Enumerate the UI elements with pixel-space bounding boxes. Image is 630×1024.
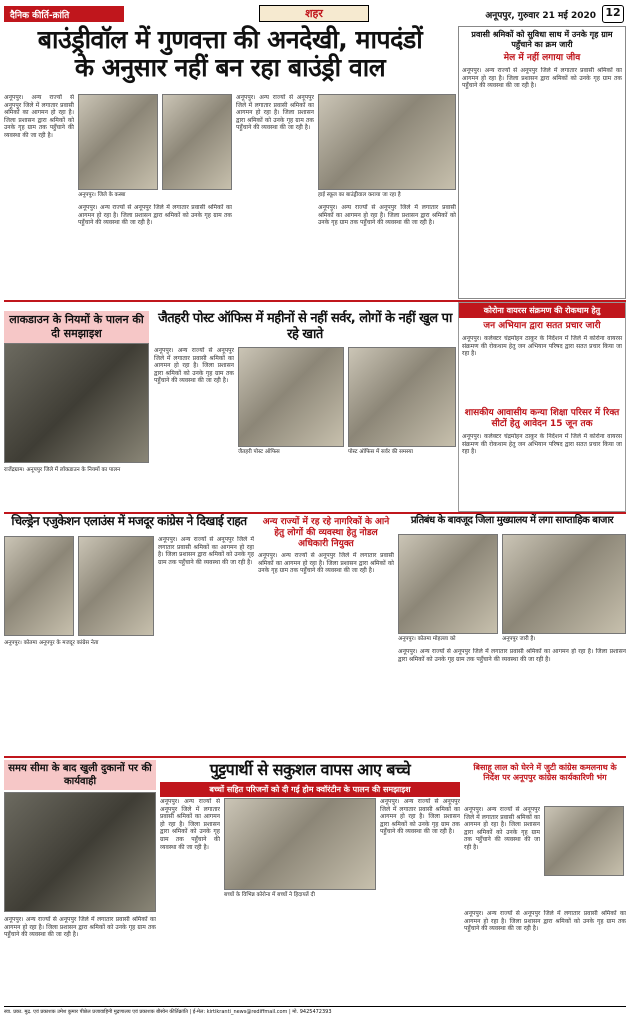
timelimit-headline: समय सीमा के बाद खुली दुकानों पर की कार्यवाही — [4, 760, 156, 790]
lead-text-col2: अनूपपुर। अन्य राज्यों से अनूपपुर जिले में लगातार प्रवासी श्रमिकों का आगमन हो रहा है। जिला प्रशासन द्वारा श्रमिकों को उनके गृह ग्राम तक पहुँचाने की व्यवस्था की जा रही है। — [236, 94, 314, 132]
market-photo-2 — [502, 534, 626, 634]
market-text: अनूपपुर। अन्य राज्यों से अनूपपुर जिले में लगातार प्रवासी श्रमिकों का आगमन हो रहा है। जिला प्रशासन द्वारा श्रमिकों को उनके गृह ग्राम तक पहुँचाने की व्यवस्था की जा रही है। — [398, 648, 626, 663]
market-photo-1 — [398, 534, 498, 634]
lead-headline — [4, 26, 456, 82]
jaitahari-photo-1 — [238, 347, 344, 447]
footer-imprint: स्वा. प्रका. मुद्र. एवं प्रकाशक उमेश कुमार पीछेल प्रजावाहिनी मुद्रणालय एवं प्रकाशक बीस्वेन कीर्तिक्रांति | ई-मेल: kirtikranti_news@rediffmail.com | मो. 9425472393 — [4, 1006, 626, 1020]
sidebar-title: प्रवासी श्रमिकों को सुविधा साथ में उनके गृह ग्राम पहुँचाने का क्रम जारी — [471, 30, 613, 49]
section-divider — [4, 756, 626, 758]
market-headline: प्रतिबंध के बावजूद जिला मुख्यालय में लगा साप्ताहिक बाजार — [410, 515, 614, 526]
bisahu-headline: बिसाहू लाल को घेरने में जुटी कांग्रेस कमलनाथ के निर्देश पर अनूपपुर कांग्रेस कार्यकारिणी भंग — [473, 763, 617, 782]
puttaparthi-subhead: बच्चों सहित परिजनों को दी गई होम क्वॉरंटीन के पालन की समझाइश — [160, 782, 460, 797]
row2-stories — [4, 311, 456, 511]
market-caption-1: अनूपपुर। कोतमा मोहल्ला को — [398, 636, 456, 642]
row3-stories — [4, 514, 626, 754]
congress-caption: अनूपपुर। कोतमा अनूपपुर के मजदूर कांग्रेस नेता — [4, 640, 99, 646]
row4-stories — [4, 760, 626, 1004]
corona-subhead: जन अभियान द्वारा सतत प्रचार जारी — [483, 321, 601, 331]
puttaparthi-text: अनूपपुर। अन्य राज्यों से अनूपपुर जिले में लगातार प्रवासी श्रमिकों का आगमन हो रहा है। जिला प्रशासन द्वारा श्रमिकों को उनके गृह ग्राम तक पहुँचाने की व्यवस्था की जा रही है। — [160, 798, 220, 851]
corona-headline: कोरोना वायरस संक्रमण की रोकथाम हेतु — [459, 303, 625, 318]
sidebar-migrants — [458, 26, 626, 299]
puttaparthi-photo — [224, 798, 376, 890]
timelimit-photo — [4, 792, 156, 912]
page-number: 12 — [602, 5, 624, 23]
bisahu-text-2: अनूपपुर। अन्य राज्यों से अनूपपुर जिले में लगातार प्रवासी श्रमिकों का आगमन हो रहा है। जिला प्रशासन द्वारा श्रमिकों को उनके गृह ग्राम तक पहुँचाने की व्यवस्था की जा रही है। — [464, 910, 626, 933]
lead-photo-1 — [78, 94, 158, 190]
congress-text: अनूपपुर। अन्य राज्यों से अनूपपुर जिले में लगातार प्रवासी श्रमिकों का आगमन हो रहा है। जिला प्रशासन द्वारा श्रमिकों को उनके गृह ग्राम तक पहुँचाने की व्यवस्था की जा रही है। — [158, 536, 254, 566]
section-label: शहर — [259, 5, 369, 22]
timelimit-text: अनूपपुर। अन्य राज्यों से अनूपपुर जिले में लगातार प्रवासी श्रमिकों का आगमन हो रहा है। जिला प्रशासन द्वारा श्रमिकों को उनके गृह ग्राम तक पहुँचाने की व्यवस्था की जा रही है। — [4, 916, 156, 939]
hostel-subhead: शासकीय आवासीय कन्या शिक्षा परिसर में रिक्त सीटों हेतु आवेदन 15 जून तक — [464, 408, 620, 429]
jaitahari-headline: जैतहरी पोस्ट ऑफिस में महीनों से नहीं सर्वर, लोगों के नहीं खुल पा रहे खाते — [158, 311, 452, 342]
congress-headline: चिल्ड्रेन एजुकेशन एलाउंस में मजदूर कांग्रेस ने दिखाई राहत — [11, 514, 247, 528]
lead-caption-1: अनूपपुर। जिले के कस्बा — [78, 192, 126, 198]
lead-columns — [4, 94, 456, 319]
hostel-text: अनूपपुर। कलेक्टर चंद्रमोहन ठाकुर के निर्देशन में जिले में कोरोना वायरस संक्रमण की रोकथाम हेतु जन अभियान परिषद द्वारा सतत प्रचार किया जा रहा है। — [462, 433, 622, 456]
lead-caption-2: हाई स्कूल का बाउंड्रीवाल कराया जा रहा है — [318, 192, 401, 198]
edition-date: अनूपपुर, गुरुवार 21 मई 2020 — [485, 11, 596, 21]
corona-text: अनूपपुर। कलेक्टर चंद्रमोहन ठाकुर के निर्देशन में जिले में कोरोना वायरस संक्रमण की रोकथाम हेतु जन अभियान परिषद द्वारा सतत प्रचार किया जा रहा है। — [462, 335, 622, 358]
lockdown-headline: लाकडाउन के नियमों के पालन की दी समझाइश — [4, 311, 149, 343]
bisahu-text: अनूपपुर। अन्य राज्यों से अनूपपुर जिले में लगातार प्रवासी श्रमिकों का आगमन हो रहा है। जिला प्रशासन द्वारा श्रमिकों को उनके गृह ग्राम तक पहुँचाने की व्यवस्था की जा रही है। — [464, 806, 540, 851]
masthead — [4, 4, 626, 24]
market-caption-2: अनूपपुर जारी है। — [502, 636, 536, 642]
nodal-text: अनूपपुर। अन्य राज्यों से अनूपपुर जिले में लगातार प्रवासी श्रमिकों का आगमन हो रहा है। जिला प्रशासन द्वारा श्रमिकों को उनके गृह ग्राम तक पहुँचाने की व्यवस्था की जा रही है। — [258, 552, 394, 575]
bisahu-photo — [544, 806, 624, 876]
lead-headline-line1: बाउंड्रीवॉल में गुणवत्ता की अनदेखी, मापदंडों — [37, 25, 423, 54]
jaitahari-photo-2 — [348, 347, 456, 447]
lead-photo-2 — [162, 94, 232, 190]
sidebar-subhead: मेल में नहीं लगाया जीव — [503, 53, 581, 63]
puttaparthi-headline: पुट्टपार्थी से सकुशल वापस आए बच्चे — [209, 760, 411, 779]
puttaparthi-text-2: अनूपपुर। अन्य राज्यों से अनूपपुर जिले में लगातार प्रवासी श्रमिकों का आगमन हो रहा है। जिला प्रशासन द्वारा श्रमिकों को उनके गृह ग्राम तक पहुँचाने की व्यवस्था की जा रही है। — [380, 798, 460, 836]
paper-name: दैनिक कीर्ति-क्रांति — [4, 6, 124, 22]
congress-photo-1 — [4, 536, 74, 636]
jaitahari-text: अनूपपुर। अन्य राज्यों से अनूपपुर जिले में लगातार प्रवासी श्रमिकों का आगमन हो रहा है। जिला प्रशासन द्वारा श्रमिकों को उनके गृह ग्राम तक पहुँचाने की व्यवस्था की जा रही है। — [154, 347, 234, 385]
jaitahari-caption-2: पोस्ट ऑफिस में सर्वर की समस्या — [348, 449, 413, 455]
jaitahari-caption-1: जैतहरी पोस्ट ऑफिस — [238, 449, 280, 455]
lead-headline-line2: के अनुसार नहीं बन रहा बाउंड्री वाल — [74, 53, 386, 82]
sidebar-text: अनूपपुर। अन्य राज्यों से अनूपपुर जिले में लगातार प्रवासी श्रमिकों का आगमन हो रहा है। जिला प्रशासन द्वारा श्रमिकों को उनके गृह ग्राम तक पहुँचाने की व्यवस्था की जा रही है। — [462, 67, 622, 90]
lead-photo-3 — [318, 94, 456, 190]
lockdown-caption: राजेंद्रग्राम। अनूपपुर जिले में लॉकडाउन के नियमों का पालन — [4, 467, 121, 473]
corona-box — [458, 302, 626, 512]
lead-text-col3: अनूपपुर। अन्य राज्यों से अनूपपुर जिले में लगातार प्रवासी श्रमिकों का आगमन हो रहा है। जिला प्रशासन द्वारा श्रमिकों को उनके गृह ग्राम तक पहुँचाने की व्यवस्था की जा रही है। — [78, 204, 232, 227]
lead-text-col1: अनूपपुर। अन्य राज्यों से अनूपपुर जिले में लगातार प्रवासी श्रमिकों का आगमन हो रहा है। जिला प्रशासन द्वारा श्रमिकों को उनके गृह ग्राम तक पहुँचाने की व्यवस्था की जा रही है। — [4, 94, 74, 139]
lockdown-photo — [4, 343, 149, 463]
nodal-headline: अन्य राज्यों में रह रहे नागरिकों के आने हेतु लोगों की व्यवस्था हेतु नोडल अधिकारी नियुक्त — [262, 517, 390, 549]
lead-text-col4: अनूपपुर। अन्य राज्यों से अनूपपुर जिले में लगातार प्रवासी श्रमिकों का आगमन हो रहा है। जिला प्रशासन द्वारा श्रमिकों को उनके गृह ग्राम तक पहुँचाने की व्यवस्था की जा रही है। — [318, 204, 456, 227]
puttaparthi-caption: बच्चों के विभिन्न कोरोना में बच्चों ने हिदायतें दी — [224, 892, 315, 898]
congress-photo-2 — [78, 536, 154, 636]
